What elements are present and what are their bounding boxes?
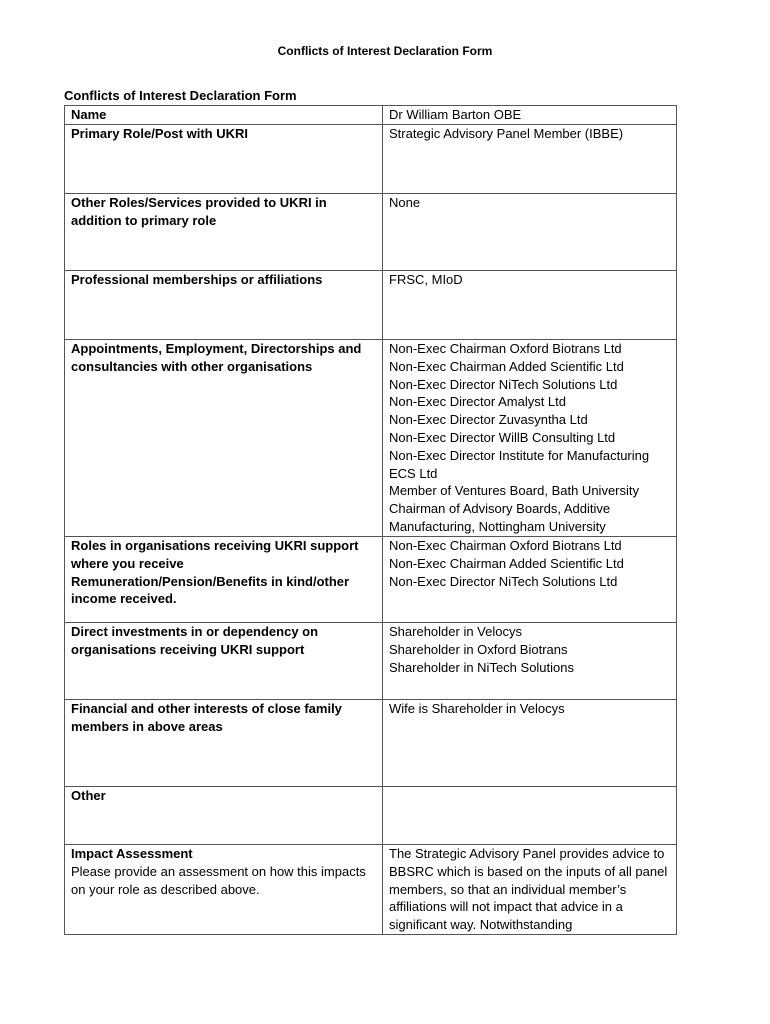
table-row-family-interests xyxy=(65,700,677,787)
list-item: Shareholder in NiTech Solutions xyxy=(389,659,574,675)
name-label: Name xyxy=(65,106,383,125)
other-roles-label: Other Roles/Services provided to UKRI in addition to primary role xyxy=(65,194,383,271)
page-header-title: Conflicts of Interest Declaration Form xyxy=(277,44,493,58)
table-row-direct-investments xyxy=(65,623,677,700)
other-roles-value xyxy=(383,194,677,271)
other-value xyxy=(383,787,677,845)
table-row-memberships xyxy=(65,271,677,340)
primary-role-label: Primary Role/Post with UKRI xyxy=(65,125,383,194)
list-item: Non-Exec Chairman Oxford Biotrans Ltd xyxy=(389,538,622,553)
declaration-table xyxy=(64,105,677,935)
impact-assessment-label-cell xyxy=(65,845,383,935)
list-item: Shareholder in Velocys xyxy=(389,624,522,639)
memberships-value-text: FRSC, MIoD xyxy=(389,272,463,287)
list-item: Non-Exec Chairman Added Scientific Ltd xyxy=(389,358,624,374)
memberships-label: Professional memberships or affiliations xyxy=(65,271,383,340)
impact-assessment-text: The Strategic Advisory Panel provides advice to BBSRC which is based on the inputs of all panel members, so that an individual member’s affiliations will not impact that advice in a significant way. Notwithstanding xyxy=(389,846,668,933)
table-row-other xyxy=(65,787,677,845)
list-item: Non-Exec Director NiTech Solutions Ltd xyxy=(389,376,618,392)
memberships-value xyxy=(383,271,677,340)
appointments-label: Appointments, Employment, Directorships and consultancies with other organisations xyxy=(65,340,383,537)
appointments-value xyxy=(383,340,677,537)
impact-assessment-instructions: Please provide an assessment on how this impacts on your role as described above. xyxy=(71,863,366,897)
impact-assessment-label: Impact Assessment xyxy=(71,846,193,861)
family-interests-value xyxy=(383,700,677,787)
other-roles-value-text: None xyxy=(389,195,421,210)
name-value-text: Dr William Barton OBE xyxy=(389,107,522,122)
table-row-remunerated-roles xyxy=(65,537,677,623)
list-item: Chairman of Advisory Boards, Additive Manufacturing, Nottingham University xyxy=(389,501,611,534)
table-row-impact-assessment xyxy=(65,845,677,935)
list-item: Non-Exec Director Institute for Manufacturing ECS Ltd xyxy=(389,447,650,481)
primary-role-value-text: Strategic Advisory Panel Member (IBBE) xyxy=(389,126,624,141)
other-label: Other xyxy=(65,787,383,845)
list-item: Non-Exec Director Zuvasyntha Ltd xyxy=(389,412,588,428)
name-value xyxy=(383,106,677,125)
list-item: Shareholder in Oxford Biotrans xyxy=(389,641,568,657)
impact-assessment-value xyxy=(383,845,677,935)
table-row-appointments xyxy=(65,340,677,537)
primary-role-value xyxy=(383,125,677,194)
list-item: Non-Exec Chairman Oxford Biotrans Ltd xyxy=(389,341,622,356)
family-interests-label: Financial and other interests of close family members in above areas xyxy=(65,700,383,787)
table-row-primary-role xyxy=(65,125,677,194)
list-item: Non-Exec Director WillB Consulting Ltd xyxy=(389,429,616,445)
list-item: Member of Ventures Board, Bath University xyxy=(389,483,640,499)
direct-investments-value xyxy=(383,623,677,700)
direct-investments-label: Direct investments in or dependency on organisations receiving UKRI support xyxy=(65,623,383,700)
list-item: Non-Exec Director NiTech Solutions Ltd xyxy=(389,573,618,589)
table-row-name xyxy=(65,106,677,125)
list-item: Non-Exec Chairman Added Scientific Ltd xyxy=(389,555,624,571)
family-interests-value-text: Wife is Shareholder in Velocys xyxy=(389,701,565,716)
remunerated-roles-value xyxy=(383,537,677,623)
form-title: Conflicts of Interest Declaration Form xyxy=(64,88,297,103)
table-row-other-roles xyxy=(65,194,677,271)
list-item: Non-Exec Director Amalyst Ltd xyxy=(389,394,567,410)
remunerated-roles-label: Roles in organisations receiving UKRI support where you receive Remuneration/Pension/Benefits in kind/other income received. xyxy=(65,537,383,623)
